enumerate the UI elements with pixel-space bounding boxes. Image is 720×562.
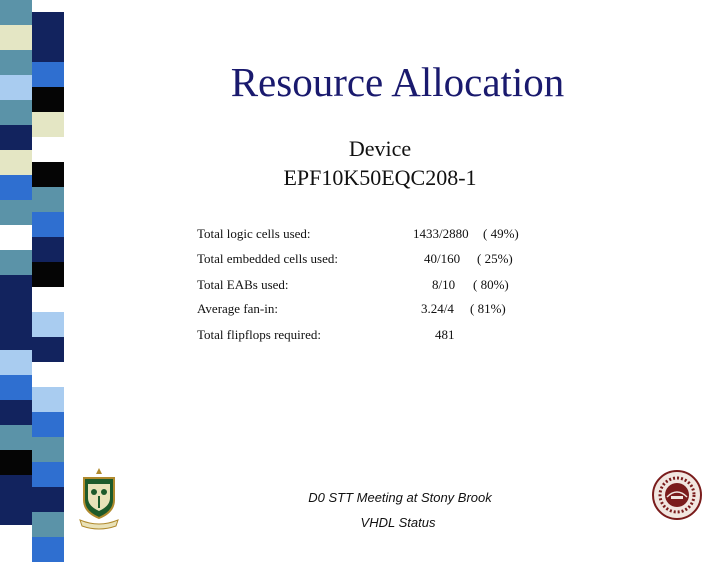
stripe-block bbox=[0, 525, 32, 550]
device-block bbox=[210, 134, 550, 192]
footer-meeting: D0 STT Meeting at Stony Brook bbox=[308, 490, 492, 505]
stat-value: 481 bbox=[435, 327, 455, 342]
stripe-block bbox=[0, 450, 32, 475]
stripe-block bbox=[0, 250, 32, 275]
stripe-block bbox=[0, 175, 32, 200]
stripe-block bbox=[32, 112, 64, 137]
stripe-block bbox=[32, 287, 64, 312]
stripe-block bbox=[32, 312, 64, 337]
stripe-block bbox=[0, 350, 32, 375]
stat-label: Total logic cells used: bbox=[197, 226, 311, 241]
footer-subtitle: VHDL Status bbox=[360, 515, 436, 530]
device-heading: Device bbox=[348, 136, 412, 161]
device-name: EPF10K50EQC208-1 bbox=[283, 165, 477, 190]
stripe-block bbox=[32, 162, 64, 187]
stripe-block bbox=[0, 475, 32, 500]
slide-title: Resource Allocation bbox=[230, 59, 565, 105]
stat-value: 8/10 bbox=[432, 277, 456, 292]
stripe-block bbox=[0, 125, 32, 150]
stripe-block bbox=[32, 12, 64, 37]
stat-percent: ( 49%) bbox=[483, 226, 519, 241]
stripe-block bbox=[0, 400, 32, 425]
stat-label: Total embedded cells used: bbox=[197, 251, 338, 266]
university-seal-icon bbox=[652, 470, 702, 520]
stat-label: Total EABs used: bbox=[197, 277, 289, 292]
university-crest-icon bbox=[78, 466, 120, 530]
stripe-block bbox=[0, 500, 32, 525]
stripe-block bbox=[0, 325, 32, 350]
stripe-block bbox=[32, 387, 64, 412]
stripe-block bbox=[0, 200, 32, 225]
stripe-block bbox=[32, 262, 64, 287]
stripe-block bbox=[32, 212, 64, 237]
stripe-block bbox=[32, 437, 64, 462]
stripe-block bbox=[0, 375, 32, 400]
stat-percent: ( 25%) bbox=[477, 251, 513, 266]
stripe-block bbox=[32, 187, 64, 212]
stripe-block bbox=[32, 462, 64, 487]
stat-label: Total flipflops required: bbox=[197, 327, 322, 342]
stripe-block bbox=[0, 0, 32, 25]
stripe-block bbox=[32, 237, 64, 262]
stripe-block bbox=[0, 150, 32, 175]
stat-value: 3.24/4 bbox=[421, 301, 454, 316]
stat-label: Average fan-in: bbox=[197, 301, 278, 316]
stripe-block bbox=[0, 225, 32, 250]
stripe-block bbox=[0, 25, 32, 50]
stat-value: 40/160 bbox=[424, 251, 461, 266]
stripe-block bbox=[0, 300, 32, 325]
stripe-block bbox=[0, 275, 32, 300]
stripe-block bbox=[32, 537, 64, 562]
stripe-block bbox=[32, 412, 64, 437]
stripe-block bbox=[32, 337, 64, 362]
stripe-block bbox=[0, 425, 32, 450]
stat-percent: ( 80%) bbox=[473, 277, 509, 292]
stripe-block bbox=[32, 137, 64, 162]
stat-percent: ( 81%) bbox=[470, 301, 506, 316]
stat-value: 1433/2880 bbox=[413, 226, 469, 241]
stripe-block bbox=[32, 362, 64, 387]
